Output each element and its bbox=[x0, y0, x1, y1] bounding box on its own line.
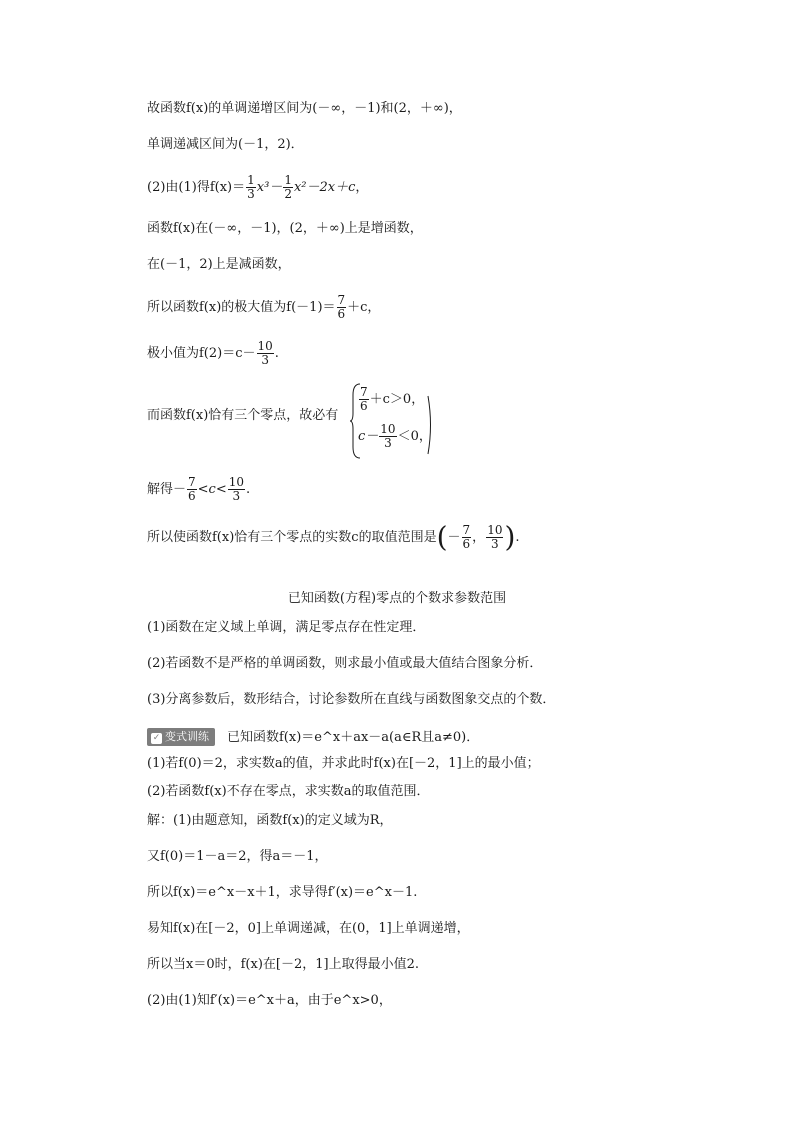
method-heading: 已知函数(方程)零点的个数求参数范围 bbox=[287, 591, 507, 606]
system-inequality-2 bbox=[358, 423, 432, 450]
term-x-cubed: x³－ bbox=[256, 180, 283, 195]
method-item-2: (2)若函数不是严格的单调函数，则求最小值或最大值结合图象分析． bbox=[147, 656, 543, 671]
fraction-one-third: $\frac{1}{3}$ bbox=[247, 173, 255, 201]
inequality-text: ＋c＞0， bbox=[369, 392, 425, 407]
period: . bbox=[515, 530, 520, 545]
line-function-expression bbox=[147, 174, 368, 201]
line-increasing-interval: 故函数f(x)的单调递增区间为(－∞，－1)和(2，＋∞)， bbox=[147, 101, 462, 116]
line-local-minimum bbox=[147, 340, 279, 367]
line-three-zeros-condition: 而函数f(x)恰有三个零点，故必有 bbox=[147, 408, 339, 423]
period: . bbox=[274, 346, 279, 361]
text-prefix: 极小值为f(2)＝c－ bbox=[147, 346, 256, 361]
text-suffix: ＋c， bbox=[347, 300, 381, 315]
solution-line-6: (2)由(1)知f′(x)＝e^x＋a，由于e^x>0， bbox=[147, 993, 392, 1008]
solution-line-3: 所以f(x)＝e^x－x＋1，求导得f′(x)＝e^x－1. bbox=[147, 885, 418, 900]
line-increasing-function: 函数f(x)在(－∞，－1)，(2，＋∞)上是增函数， bbox=[147, 221, 423, 236]
fraction-seven-sixths: $\frac{7}{6}$ bbox=[188, 475, 196, 503]
exercise-question-2: (2)若函数f(x)不存在零点，求实数a的取值范围． bbox=[147, 784, 430, 799]
solution-line-2: 又f(0)＝1－a＝2，得a＝－1， bbox=[147, 849, 328, 864]
method-item-3: (3)分离参数后，数形结合，讨论参数所在直线与函数图象交点的个数． bbox=[147, 692, 556, 707]
fraction-seven-sixths: $\frac{7}{6}$ bbox=[360, 385, 368, 413]
fraction-seven-sixths: $\frac{7}{6}$ bbox=[337, 293, 346, 321]
text-prefix: (2)由(1)得f(x)＝ bbox=[147, 180, 246, 195]
left-paren: ( bbox=[436, 520, 448, 554]
text-suffix: ， bbox=[355, 180, 369, 195]
inequality-suffix: ＜0， bbox=[397, 429, 432, 444]
line-decreasing-function: 在(－1，2)上是减函数， bbox=[147, 257, 291, 272]
line-local-maximum bbox=[147, 294, 380, 321]
fraction-ten-thirds: $\frac{10}{3}$ bbox=[487, 523, 503, 551]
fraction-one-half: $\frac{1}{2}$ bbox=[284, 173, 292, 201]
fraction-ten-thirds: $\frac{10}{3}$ bbox=[257, 339, 273, 367]
fraction-ten-thirds: $\frac{10}{3}$ bbox=[380, 422, 396, 450]
solution-line-5: 所以当x＝0时，f(x)在[－2，1]上取得最小值2. bbox=[147, 957, 419, 972]
badge-label: 变式训练 bbox=[165, 730, 209, 743]
exercise-text: 已知函数f(x)＝e^x＋ax－a(a∈R且a≠0)． bbox=[227, 730, 480, 745]
exercise-question-1: (1)若f(0)＝2，求实数a的值，并求此时f(x)在[－2，1]上的最小值； bbox=[147, 756, 540, 771]
inequality-mid: <c< bbox=[197, 482, 227, 497]
fraction-seven-sixths: $\frac{7}{6}$ bbox=[462, 523, 471, 551]
line-solution-range bbox=[147, 476, 250, 503]
term-x-squared: x²－2x＋c bbox=[293, 180, 356, 195]
right-paren: ) bbox=[504, 520, 516, 554]
method-item-1: (1)函数在定义域上单调，满足零点存在性定理． bbox=[147, 620, 426, 635]
inequality-prefix: c－ bbox=[358, 429, 379, 444]
line-decreasing-interval: 单调递减区间为(－1，2)． bbox=[147, 137, 304, 152]
comma: ， bbox=[472, 530, 486, 545]
variant-training-badge bbox=[147, 728, 215, 746]
exercise-stem bbox=[147, 728, 479, 746]
check-icon: ✓ bbox=[152, 733, 161, 743]
solution-line-1: 解：(1)由题意知，函数f(x)的定义域为R， bbox=[147, 813, 393, 828]
text-prefix: 所以使函数f(x)恰有三个零点的实数c的取值范围是 bbox=[147, 530, 437, 545]
solution-line-4: 易知f(x)在[－2，0]上单调递减，在(0，1]上单调递增， bbox=[147, 921, 470, 936]
fraction-ten-thirds: $\frac{10}{3}$ bbox=[228, 475, 245, 503]
text-prefix: 所以函数f(x)的极大值为f(－1)＝ bbox=[147, 300, 336, 315]
minus-sign: － bbox=[447, 530, 461, 545]
line-final-range bbox=[147, 520, 520, 554]
text-prefix: 解得－ bbox=[147, 482, 187, 497]
system-inequality-1 bbox=[358, 386, 424, 413]
period: . bbox=[246, 482, 251, 497]
